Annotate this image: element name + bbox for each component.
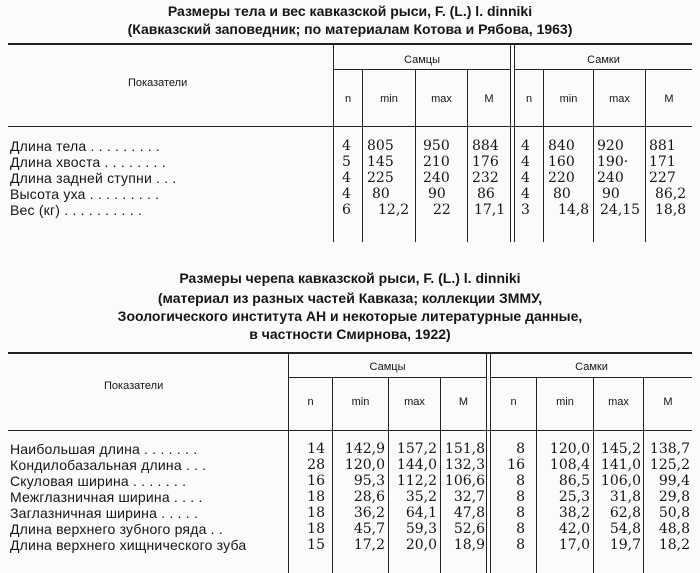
table2-col-max: max bbox=[608, 396, 629, 408]
table2-cell: 52,6 bbox=[453, 521, 485, 537]
table2-row-label: Длина верхнего хищнического зуба bbox=[10, 537, 247, 553]
table1-cell: 24,15 bbox=[600, 202, 641, 218]
table2-cell: 120,0 bbox=[344, 457, 385, 473]
table1-cell: 240 bbox=[597, 170, 624, 186]
table2-header-males: Самцы bbox=[369, 361, 406, 373]
table2-header-indicators: Показатели bbox=[104, 380, 164, 392]
table1-subtitle: (Кавказский заповедник; по материалам Котова и Рябова, 1963) bbox=[127, 21, 573, 37]
table2-cell: 38,2 bbox=[558, 505, 590, 521]
table2-cell: 8 bbox=[516, 473, 525, 489]
table1-row-label: Длина тела . . . . . . . . . bbox=[10, 138, 161, 154]
table1-females-rule bbox=[515, 69, 692, 70]
table2-cell: 86,5 bbox=[558, 473, 590, 489]
table2-col-m: M bbox=[458, 396, 469, 408]
table2-cell: 18 bbox=[307, 505, 325, 521]
table1-vline bbox=[333, 44, 334, 242]
table2-cell: 19,7 bbox=[609, 537, 641, 553]
table2-cell: 28,6 bbox=[353, 489, 385, 505]
table2-col-max: max bbox=[404, 396, 425, 408]
table2-cell: 18 bbox=[307, 521, 325, 537]
table2-row-label: Скуловая ширина . . . . . . . bbox=[10, 473, 187, 489]
table2-header-rule bbox=[8, 430, 692, 431]
table2-row-label: Длина верхнего зубного ряда . . bbox=[10, 521, 223, 537]
table2-row-label: Межглазничная ширина . . . . bbox=[10, 489, 203, 505]
table1-cell: 17,1 bbox=[474, 202, 506, 218]
table2-cell: 106,6 bbox=[444, 473, 485, 489]
table2-cell: 8 bbox=[516, 505, 525, 521]
table1-cell: 4 bbox=[342, 170, 351, 186]
table1-col-n: n bbox=[525, 93, 533, 105]
table1-cell: 240 bbox=[423, 170, 450, 186]
table1-cell: 4 bbox=[521, 154, 530, 170]
table1-cell: 840 bbox=[548, 138, 575, 154]
table1-cell: 176 bbox=[472, 154, 499, 170]
table1-col-min: min bbox=[559, 93, 578, 105]
table1-cell: 86 bbox=[477, 186, 495, 202]
table1-cell: 14,8 bbox=[558, 202, 590, 218]
table1-col-m: M bbox=[484, 93, 494, 105]
table1-males-rule bbox=[334, 69, 510, 70]
table1-header-females: Самки bbox=[587, 54, 620, 66]
table1-top-rule bbox=[8, 43, 692, 45]
table2-cell: 17,0 bbox=[558, 537, 590, 553]
table2-row-label: Кондилобазальная длина . . . bbox=[10, 457, 207, 473]
table2-row-label: Заглазничная ширина . . . . . bbox=[10, 505, 198, 521]
table2-cell: 8 bbox=[516, 441, 525, 457]
table2-cell: 18,2 bbox=[658, 537, 690, 553]
table2-cell: 32,7 bbox=[453, 489, 485, 505]
table1-vline bbox=[514, 44, 515, 242]
table2-cell: 29,8 bbox=[658, 489, 690, 505]
table1-cell: 18,8 bbox=[655, 202, 687, 218]
table2-cell: 45,7 bbox=[353, 521, 385, 537]
table2-cell: 25,3 bbox=[558, 489, 590, 505]
table1-header-rule bbox=[8, 126, 692, 127]
table2-row-label: Наибольшая длина . . . . . . . bbox=[10, 441, 198, 457]
table2-cell: 47,8 bbox=[453, 505, 485, 521]
table2-cell: 35,2 bbox=[405, 489, 437, 505]
table2-cell: 138,7 bbox=[649, 441, 690, 457]
table1-header-indicators: Показатели bbox=[128, 77, 188, 89]
table2-top-rule bbox=[8, 352, 692, 354]
table1-cell: 4 bbox=[521, 170, 530, 186]
table2-cell: 141,0 bbox=[600, 457, 641, 473]
table2-cell: 64,1 bbox=[405, 505, 437, 521]
table2-col-min: min bbox=[351, 396, 370, 408]
table1-cell: 4 bbox=[342, 138, 351, 154]
table1-col-n: n bbox=[344, 93, 352, 105]
table2-cell: 18 bbox=[307, 489, 325, 505]
table2-header-females: Самки bbox=[575, 361, 608, 373]
table2-cell: 112,2 bbox=[396, 473, 437, 489]
table1-cell: 884 bbox=[472, 138, 499, 154]
table1-col-max: max bbox=[431, 93, 452, 105]
table2-cell: 31,8 bbox=[609, 489, 641, 505]
table1-cell: 805 bbox=[367, 138, 394, 154]
table1-cell: 232 bbox=[472, 170, 499, 186]
table1-cell: 80 bbox=[553, 186, 571, 202]
table1-cell: 90 bbox=[602, 186, 620, 202]
table2-cell: 16 bbox=[507, 457, 525, 473]
table2-cell: 120,0 bbox=[549, 441, 590, 457]
table1-cell: 920 bbox=[597, 138, 624, 154]
table2-subtitle: в частности Смирнова, 1922) bbox=[249, 326, 451, 342]
table2-cell: 28 bbox=[307, 457, 325, 473]
table2-cell: 48,8 bbox=[658, 521, 690, 537]
table2-cell: 8 bbox=[516, 537, 525, 553]
table2-females-rule bbox=[491, 377, 692, 378]
table2-cell: 106,0 bbox=[600, 473, 641, 489]
table2-col-n: n bbox=[510, 396, 517, 408]
table2-cell: 8 bbox=[516, 489, 525, 505]
table2-cell: 54,8 bbox=[609, 521, 641, 537]
table1-cell: 4 bbox=[521, 138, 530, 154]
table1-row-label: Вес (кг) . . . . . . . . . . bbox=[10, 202, 142, 218]
table2-cell: 95,3 bbox=[353, 473, 385, 489]
table2-cell: 14 bbox=[307, 441, 325, 457]
table1-cell: 5 bbox=[342, 154, 351, 170]
table1-cell: 90 bbox=[428, 186, 446, 202]
table1-col-min: min bbox=[380, 93, 398, 105]
table1-cell: 6 bbox=[342, 202, 351, 218]
table2-cell: 18,9 bbox=[453, 537, 485, 553]
table2-col-min: min bbox=[556, 396, 574, 408]
table1-cell: 80 bbox=[372, 186, 390, 202]
table1-title: Размеры тела и вес кавказской рыси, F. (L.) l. dinniki bbox=[167, 3, 533, 19]
table1-cell: 3 bbox=[521, 202, 530, 218]
table2-cell: 125,2 bbox=[649, 457, 690, 473]
table2-cell: 132,3 bbox=[444, 457, 485, 473]
table1-cell: 12,2 bbox=[378, 202, 410, 218]
table1-cell: 220 bbox=[548, 170, 575, 186]
table2-cell: 144,0 bbox=[396, 457, 437, 473]
table2-cell: 145,2 bbox=[600, 441, 641, 457]
table2-cell: 15 bbox=[307, 537, 325, 553]
table2-col-n: n bbox=[307, 396, 314, 408]
table2-cell: 99,4 bbox=[658, 473, 690, 489]
table2-subtitle: Зоологического института АН и некоторые литературные данные, bbox=[117, 308, 583, 324]
table2-cell: 20,0 bbox=[405, 537, 437, 553]
table2-cell: 42,0 bbox=[558, 521, 590, 537]
table1-cell: 190· bbox=[597, 154, 629, 170]
table1-cell: 881 bbox=[649, 138, 676, 154]
table1-row-label: Длина хвоста . . . . . . . . bbox=[10, 154, 166, 170]
table1-cell: 4 bbox=[342, 186, 351, 202]
table1-col-m: M bbox=[664, 93, 674, 105]
table2-cell: 50,8 bbox=[658, 505, 690, 521]
table1-cell: 227 bbox=[649, 170, 676, 186]
table1-cell: 86,2 bbox=[655, 186, 687, 202]
table1-row-label: Высота уха . . . . . . . . . bbox=[10, 186, 160, 202]
table2-cell: 151,8 bbox=[444, 441, 485, 457]
table2-cell: 62,8 bbox=[609, 505, 641, 521]
table2-cell: 16 bbox=[307, 473, 325, 489]
table2-cell: 59,3 bbox=[405, 521, 437, 537]
table1-cell: 4 bbox=[521, 186, 530, 202]
table2-title: Размеры черепа кавказской рыси, F. (L.) l. dinniki bbox=[179, 270, 521, 286]
table1-col-max: max bbox=[609, 93, 630, 105]
table1-vline bbox=[510, 44, 511, 242]
table2-cell: 142,9 bbox=[344, 441, 385, 457]
table2-cell: 8 bbox=[516, 521, 525, 537]
table1-cell: 22 bbox=[433, 202, 451, 218]
table2-cell: 17,2 bbox=[353, 537, 385, 553]
table2-subtitle: (материал из разных частей Кавказа; коллекции ЗММУ, bbox=[157, 290, 543, 306]
table2-cell: 36,2 bbox=[353, 505, 385, 521]
table2-col-m: M bbox=[663, 396, 673, 408]
table1-header-males: Самцы bbox=[404, 54, 440, 66]
table1-row-label: Длина задней ступни . . . bbox=[10, 170, 177, 186]
table1-cell: 225 bbox=[367, 170, 394, 186]
table1-cell: 210 bbox=[423, 154, 450, 170]
table1-cell: 171 bbox=[649, 154, 676, 170]
table2-cell: 108,4 bbox=[549, 457, 590, 473]
table2-vline bbox=[486, 353, 487, 573]
table1-cell: 145 bbox=[367, 154, 394, 170]
table1-cell: 160 bbox=[548, 154, 575, 170]
table1-cell: 950 bbox=[423, 138, 450, 154]
table2-cell: 157,2 bbox=[396, 441, 437, 457]
